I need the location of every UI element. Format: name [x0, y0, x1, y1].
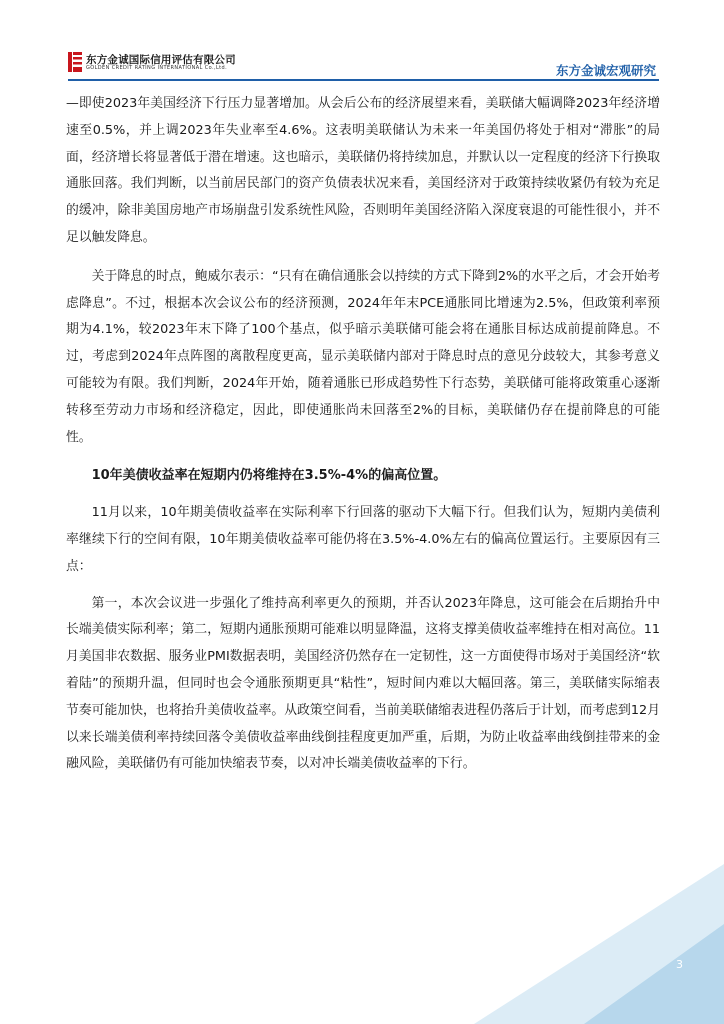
- company-name-cn: 东方金诚国际信用评估有限公司: [86, 54, 236, 66]
- page-header: [0, 0, 724, 80]
- paragraph-4: 第一，本次会议进一步强化了维持高利率更久的预期，并否认2023年降息，这可能会在后期抬升中长端美债实际利率；第二，短期内通胀预期可能难以明显降温，这将支撑美债收益率维持在相对高位。11月美国非农数据、服务业PMI数据表明，美国经济仍然存在一定韧性，这一方面使得市场对于美国经济“软着陆”的预期升温，但同时也会令通胀预期更具“粘性”，短时间内难以大幅回落。第三，美联储实际缩表节奏可能加快，也将抬升美债收益率。从政策空间看，当前美联储缩表进程仍落后于计划，而考虑到12月以来长端美债利率持续回落令美债收益率曲线倒挂程度更加严重，后期，为防止收益率曲线倒挂带来的金融风险，美联储仍有可能加快缩表节奏，以对冲长端美债收益率的下行。: [66, 595, 660, 772]
- header-divider: [68, 79, 659, 81]
- document-body: [66, 91, 660, 778]
- page-number: 3: [676, 958, 683, 971]
- company-name-en: GOLDEN CREDIT RATING INTERNATIONAL Co.,Ltd.: [86, 65, 228, 71]
- paragraph-2: 关于降息的时点，鲍威尔表示：“只有在确信通胀会以持续的方式下降到2%的水平之后，才会开始考虑降息”。不过，根据本次会议公布的经济预测，2024年年末PCE通胀同比增速为2.5%，但政策利率预期为4.1%，较2023年末下降了100个基点，似乎暗示美联储可能会将在通胀目标达成前提前降息。不过，考虑到2024年点阵图的离散程度更高，显示美联储内部对于降息时点的意见分歧较大，其参考意义可能较为有限。我们判断，2024年开始，随着通胀已形成趋势性下行态势，美联储可能将政策重心逐渐转移至劳动力市场和经济稳定，因此，即使通胀尚未回落至2%的目标，美联储仍存在提前降息的可能性。: [66, 268, 660, 445]
- company-logo-icon: [68, 52, 82, 72]
- paragraph-1: —即使2023年美国经济下行压力显著增加。从会后公布的经济展望来看，美联储大幅调降2023年经济增速至0.5%，并上调2023年失业率至4.6%。这表明美联储认为未来一年美国仍将处于相对“滞胀”的局面，经济增长将显著低于潜在增速。这也暗示，美联储仍将持续加息，并默认以一定程度的经济下行换取通胀回落。我们判断，以当前居民部门的资产负债表状况来看，美国经济对于政策持续收紧仍有较为充足的缓冲，除非美国房地产市场崩盘引发系统性风险，否则明年美国经济陷入深度衰退的可能性很小，并不足以触发降息。: [66, 96, 660, 245]
- corner-decoration: [474, 864, 724, 1024]
- section-heading: 10年美债收益率在短期内仍将维持在3.5%-4%的偏高位置。: [91, 468, 447, 484]
- report-title: 东方金诚宏观研究: [555, 63, 656, 78]
- paragraph-3: 11月以来，10年期美债收益率在实际利率下行回落的驱动下大幅下行。但我们认为，短期内美债利率继续下行的空间有限，10年期美债收益率可能仍将在3.5%-4.0%左右的偏高位置运行。主要原因有三点：: [66, 505, 660, 574]
